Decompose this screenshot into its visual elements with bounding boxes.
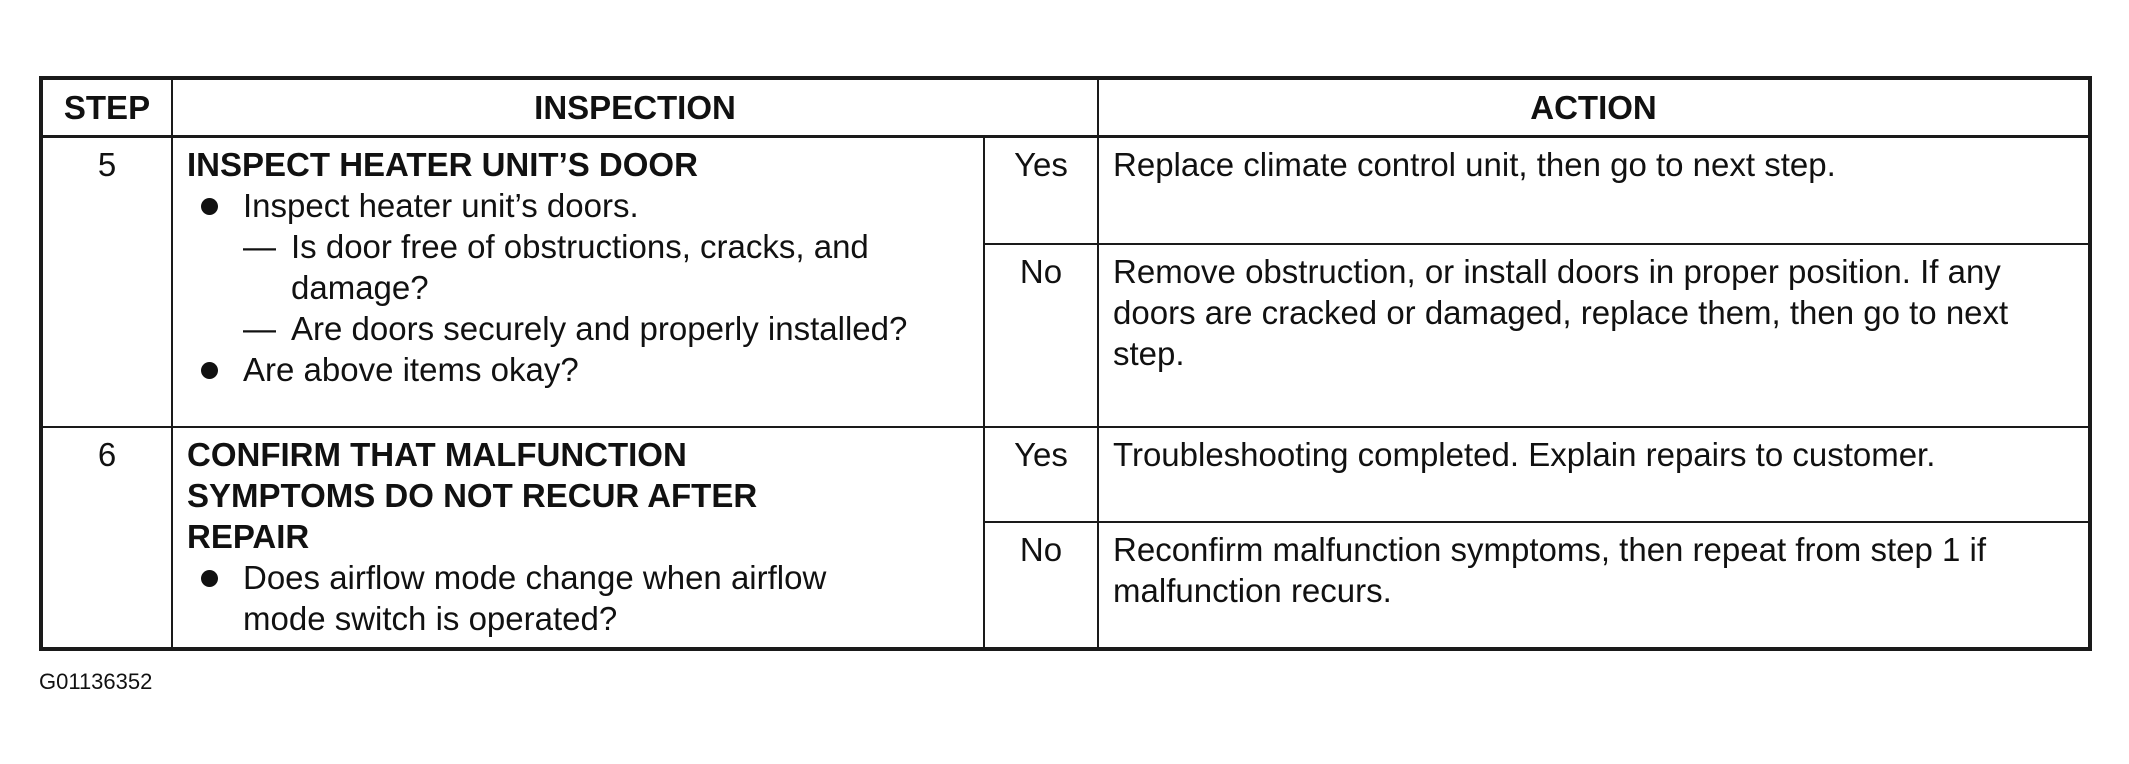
dash-icon: —: [243, 228, 276, 265]
bullet-text: Does airflow mode change when airflow mode switch is operated?: [243, 558, 827, 637]
header-action: ACTION: [1098, 78, 2090, 137]
inspection-title: CONFIRM THAT MALFUNCTION SYMPTOMS DO NOT RECUR AFTER REPAIR: [187, 435, 758, 555]
no-label: No: [984, 522, 1098, 649]
yes-action: Troubleshooting completed. Explain repairs to customer.: [1098, 427, 2090, 522]
dash-item: [187, 226, 973, 308]
yes-label: Yes: [984, 427, 1098, 522]
bullet-icon: [201, 198, 218, 215]
diagnostic-table: [39, 76, 2092, 651]
dash-item: [187, 308, 973, 349]
bullet-item: [187, 185, 973, 226]
table-header-row: [41, 78, 2090, 137]
bullet-icon: [201, 362, 218, 379]
inspection-cell: [172, 427, 984, 649]
yes-label: Yes: [984, 137, 1098, 244]
dash-text: Is door free of obstructions, cracks, and damage?: [291, 228, 869, 306]
bullet-text: Inspect heater unit’s doors.: [243, 187, 639, 224]
step-number: 5: [41, 137, 172, 427]
yes-action: Replace climate control unit, then go to next step.: [1098, 137, 2090, 244]
table-row: [41, 137, 2090, 244]
no-action: Reconfirm malfunction symptoms, then repeat from step 1 if malfunction recurs.: [1098, 522, 2090, 649]
bullet-item: [187, 349, 973, 390]
dash-text: Are doors securely and properly installed?: [291, 310, 908, 347]
dash-icon: —: [243, 310, 276, 347]
inspection-title: INSPECT HEATER UNIT’S DOOR: [187, 146, 698, 183]
header-step: STEP: [41, 78, 172, 137]
bullet-text: Are above items okay?: [243, 351, 579, 388]
step-number: 6: [41, 427, 172, 649]
table-row: [41, 427, 2090, 522]
inspection-cell: [172, 137, 984, 427]
header-inspection: INSPECTION: [172, 78, 1098, 137]
bullet-item: [187, 557, 973, 639]
bullet-icon: [201, 570, 218, 587]
no-action: Remove obstruction, or install doors in proper position. If any doors are cracked or damaged, replace them, then go to next step.: [1098, 244, 2090, 427]
no-label: No: [984, 244, 1098, 427]
figure-id: G01136352: [39, 669, 153, 694]
